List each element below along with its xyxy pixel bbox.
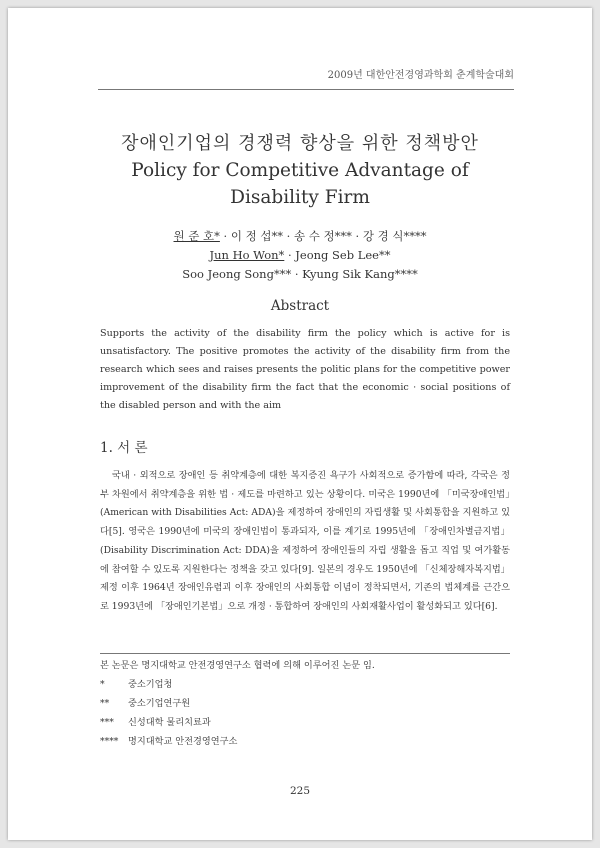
footnote-text: 중소기업청	[128, 679, 173, 690]
running-head: 2009년 대한안전경영과학회 춘계학술대회	[327, 70, 514, 81]
footnote-affiliation	[100, 732, 510, 751]
introduction-paragraph: 국내 · 외적으로 장애인 등 취약계층에 대한 복지증진 욕구가 사회적으로 증가함에 따라, 각국은 정부 차원에서 취약계층을 위한 법 · 제도를 마련하고 있는 상황이다. 미국은 1990년에 「미국장애인법」(American with Disabilities Act: ADA)을 제정하여 장애인의 자립생활 및 사회통합을 지원하고 있다[5]. 영국은 1990년에 미국의 장애인법이 통과되자, 이를 계기로 1995년에 「장애인차별금지법」(Disability Discrimination Act: DDA)을 제정하여 장애인들의 자립 생활을 돕고 직업 및 여가활동에 참여할 수 있도록 지원한다는 정책을 갖고 있다[9]. 일본의 경우도 1950년에 「신체장해자복지법」 제정 이후 1964년 장애인유렴괴 이후 장애인의 사회통합 이념이 정착되면서, 기존의 법체계를 근간으로 1993년에 「장애인기본법」으로 개정 · 통합하여 장애인의 사회재활사업이 활성화되고 있다[6].	[100, 470, 510, 612]
footnote-mark: ****	[100, 736, 119, 747]
page-number: 225	[289, 785, 311, 797]
footnote-text: 명지대학교 안전경영연구소	[128, 736, 238, 747]
footnote-mark: ***	[100, 717, 114, 728]
footnote-mark: **	[100, 698, 110, 709]
author-block	[8, 227, 592, 284]
authors-korean	[8, 227, 592, 246]
footnote-affiliation	[100, 675, 510, 694]
abstract-heading: Abstract	[270, 298, 330, 314]
title-english	[8, 157, 592, 211]
authors-english-line2: Soo Jeong Song*** · Kyung Sik Kang****	[182, 267, 418, 281]
paper-page	[8, 8, 592, 840]
corresponding-author-english: Jun Ho Won*	[209, 248, 285, 262]
footnote-affiliation	[100, 694, 510, 713]
footnote-acknowledgement	[100, 656, 510, 675]
introduction-body	[100, 467, 510, 617]
footnote-rule	[100, 653, 510, 654]
header-rule	[98, 89, 514, 90]
corresponding-author-korean: 원 준 호*	[173, 229, 220, 243]
title-english-line1: Policy for Competitive Advantage of	[131, 160, 469, 181]
footnote-mark: *	[100, 679, 105, 690]
footnote-affiliation	[100, 713, 510, 732]
section-heading-introduction: 1. 서 론	[100, 440, 148, 456]
footnote-text: 본 논문은 명지대학교 안전경영연구소 협력에 의해 이루어진 논문 임.	[100, 660, 375, 671]
footnotes	[100, 656, 510, 751]
authors-english-line1	[8, 246, 592, 265]
title-korean: 장애인기업의 경쟁력 향상을 위한 정책방안	[121, 133, 479, 154]
footnote-text: 중소기업연구원	[128, 698, 191, 709]
footnote-text: 신성대학 물리치료과	[128, 717, 211, 728]
coauthors-korean: · 이 정 섭** · 송 수 정*** · 강 경 식****	[219, 229, 427, 243]
coauthors-english: · Jeong Seb Lee**	[284, 248, 391, 262]
title-english-line2: Disability Firm	[230, 187, 370, 208]
abstract-body: Supports the activity of the disability firm the policy which is active for is unsatisfactory. The positive promotes the activity of the disability firm from the research which sees and raises presents the politic plans for the competitive power improvement of the disability firm the fact that the economic · social positions of the disabled person and with the aim	[100, 328, 510, 411]
